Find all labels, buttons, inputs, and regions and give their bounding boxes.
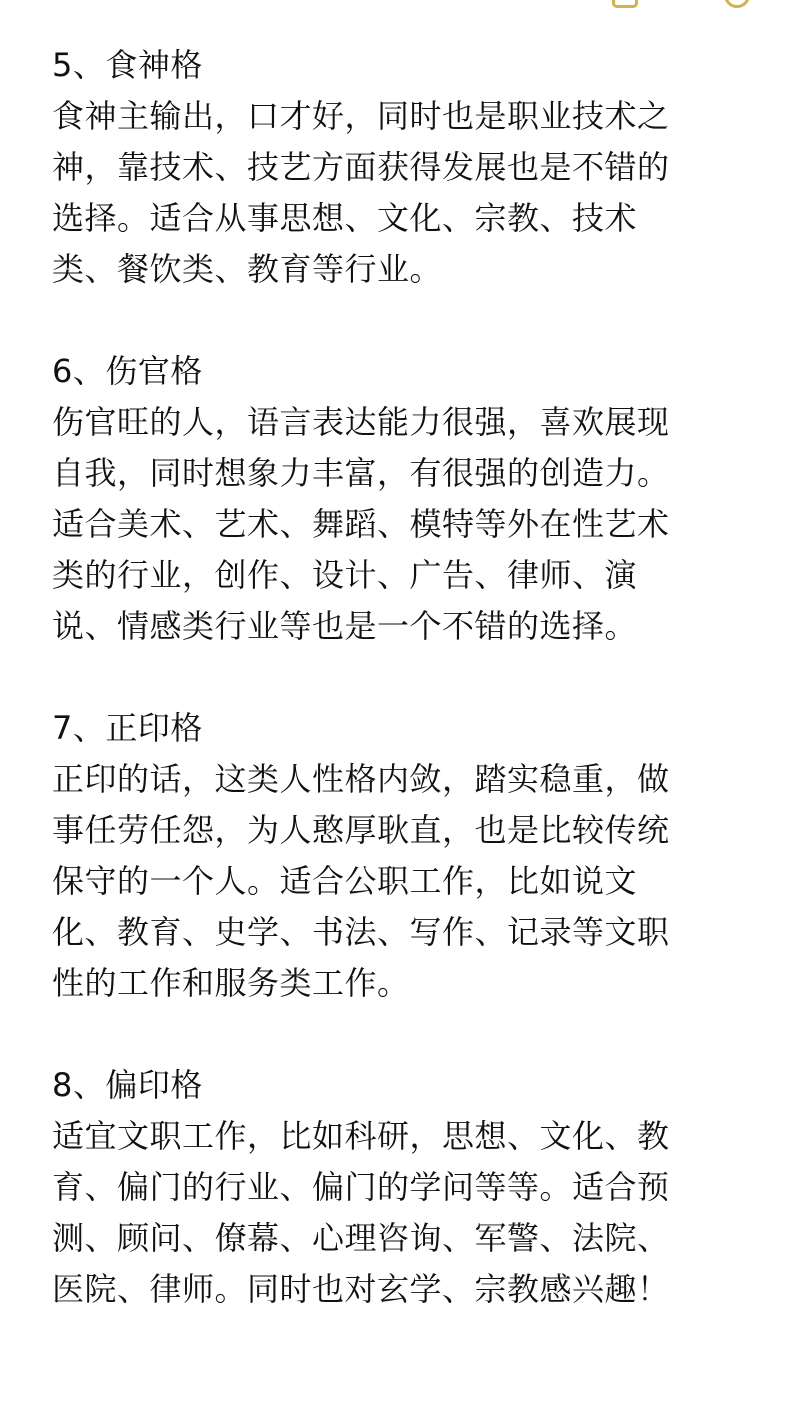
section-title: 6、伤官格 bbox=[52, 352, 203, 390]
section-pianyin bbox=[52, 1060, 752, 1315]
section-title: 7、正印格 bbox=[52, 709, 203, 747]
text-line: 食神主输出，口才好，同时也是职业技术之 bbox=[52, 97, 670, 135]
text-line: 自我，同时想象力丰富，有很强的创造力。 bbox=[52, 454, 670, 492]
section-zhengyin bbox=[52, 703, 752, 1009]
square-icon[interactable] bbox=[612, 0, 638, 8]
section-body bbox=[52, 91, 752, 295]
text-line: 育、偏门的行业、偏门的学问等等。适合预 bbox=[52, 1168, 670, 1206]
section-body bbox=[52, 1111, 752, 1315]
text-line: 正印的话，这类人性格内敛，踏实稳重，做 bbox=[52, 760, 670, 798]
text-line: 保守的一个人。适合公职工作，比如说文 bbox=[52, 862, 638, 900]
section-body bbox=[52, 754, 752, 1009]
text-line: 医院、律师。同时也对玄学、宗教感兴趣！ bbox=[52, 1270, 670, 1308]
section-shishen bbox=[52, 40, 752, 295]
text-line: 测、顾问、僚幕、心理咨询、军警、法院、 bbox=[52, 1219, 670, 1257]
text-line: 化、教育、史学、书法、写作、记录等文职 bbox=[52, 913, 670, 951]
section-shangguan bbox=[52, 346, 752, 652]
article-content bbox=[52, 40, 752, 1366]
text-line: 适宜文职工作，比如科研，思想、文化、教 bbox=[52, 1117, 670, 1155]
text-line: 类的行业，创作、设计、广告、律师、演 bbox=[52, 556, 638, 594]
text-line: 类、餐饮类、教育等行业。 bbox=[52, 250, 443, 288]
text-line: 适合美术、艺术、舞蹈、模特等外在性艺术 bbox=[52, 505, 670, 543]
text-line: 选择。适合从事思想、文化、宗教、技术 bbox=[52, 199, 638, 237]
text-line: 说、情感类行业等也是一个不错的选择。 bbox=[52, 607, 638, 645]
text-line: 事任劳任怨，为人憨厚耿直，也是比较传统 bbox=[52, 811, 670, 849]
circle-icon[interactable] bbox=[724, 0, 750, 8]
text-line: 神，靠技术、技艺方面获得发展也是不错的 bbox=[52, 148, 670, 186]
section-title: 8、偏印格 bbox=[52, 1066, 203, 1104]
top-toolbar-strip bbox=[0, 0, 800, 12]
section-body bbox=[52, 397, 752, 652]
text-line: 性的工作和服务类工作。 bbox=[52, 964, 410, 1002]
section-title: 5、食神格 bbox=[52, 46, 203, 84]
text-line: 伤官旺的人，语言表达能力很强，喜欢展现 bbox=[52, 403, 670, 441]
